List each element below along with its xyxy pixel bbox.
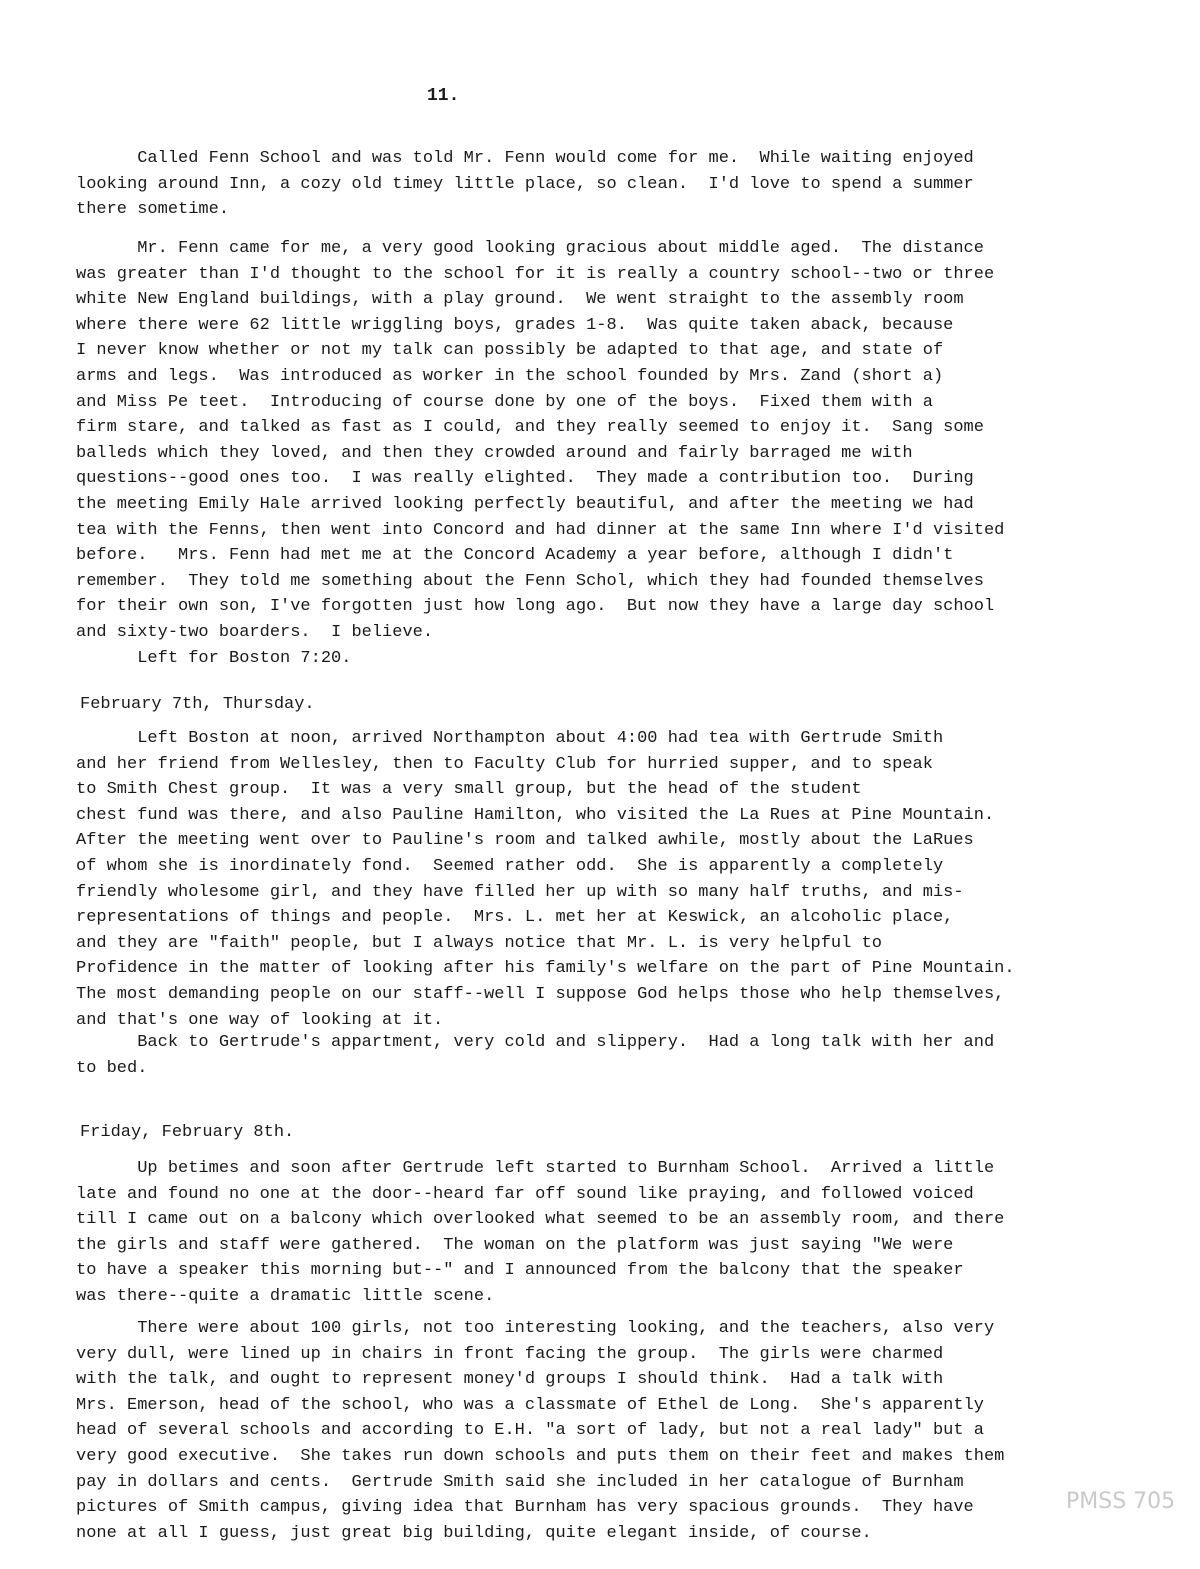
- text-line: till I came out on a balcony which overlooked what seemed to be an assembly room, and there: [76, 1210, 1005, 1230]
- text-line: representations of things and people. Mrs. L. met her at Keswick, an alcoholic place,: [76, 908, 954, 928]
- paragraph-burnham-arrival: [76, 1156, 1166, 1310]
- text-line: chest fund was there, and also Pauline Hamilton, who visited the La Rues at Pine Mountain.: [76, 805, 995, 825]
- text-line: Up betimes and soon after Gertrude left started to Burnham School. Arrived a little: [76, 1159, 995, 1178]
- text-line: After the meeting went over to Pauline's room and talked awhile, mostly about the LaRues: [76, 831, 974, 851]
- paragraph-fenn-school-call: [76, 146, 1166, 223]
- text-line: and they are "faith" people, but I always notice that Mr. L. is very helpful to: [76, 933, 882, 953]
- text-line: Friday, February 8th.: [80, 1123, 295, 1142]
- text-line: pay in dollars and cents. Gertrude Smith said she included in her catalogue of Burnham: [76, 1472, 964, 1492]
- text-line: and sixty-two boarders. I believe.: [76, 622, 434, 642]
- text-line: Called Fenn School and was told Mr. Fenn would come for me. While waiting enjoyed: [76, 149, 974, 168]
- paragraph-burnham-girls: [76, 1316, 1166, 1546]
- text-line: February 7th, Thursday.: [80, 695, 315, 714]
- text-line: I never know whether or not my talk can possibly be adapted to that age, and state of: [76, 341, 944, 361]
- text-line: head of several schools and according to E.H. "a sort of lady, but not a real lady" but a: [76, 1421, 984, 1441]
- text-line: the girls and staff were gathered. The woman on the platform was just saying "We were: [76, 1235, 954, 1255]
- page-number: 11.: [427, 86, 460, 106]
- text-line: the meeting Emily Hale arrived looking perfectly beautiful, and after the meeting we had: [76, 494, 974, 514]
- text-line: Left Boston at noon, arrived Northampton about 4:00 had tea with Gertrude Smith: [76, 729, 944, 748]
- text-line: there sometime.: [76, 200, 230, 220]
- text-line: Left for Boston 7:20.: [76, 649, 352, 668]
- archive-watermark: PMSS 705: [1066, 1489, 1176, 1514]
- date-heading-february-8: [80, 1120, 294, 1146]
- text-line: was there--quite a dramatic little scene.: [76, 1286, 495, 1306]
- text-line: for their own son, I've forgotten just how long ago. But now they have a large day school: [76, 597, 995, 617]
- date-heading-february-7: [80, 692, 315, 718]
- text-line: and Miss Pe teet. Introducing of course done by one of the boys. Fixed them with a: [76, 392, 933, 412]
- text-line: arms and legs. Was introduced as worker in the school founded by Mrs. Zand (short a): [76, 366, 944, 386]
- text-line: was greater than I'd thought to the school for it is really a country school--two or three: [76, 264, 995, 284]
- text-line: The most demanding people on our staff--well I suppose God helps those who help themselves,: [76, 984, 1005, 1004]
- text-line: very dull, were lined up in chairs in front facing the group. The girls were charmed: [76, 1344, 944, 1364]
- text-line: tea with the Fenns, then went into Concord and had dinner at the same Inn where I'd visited: [76, 520, 1005, 540]
- text-line: with the talk, and ought to represent money'd groups I should think. Had a talk with: [76, 1370, 944, 1390]
- text-line: where there were 62 little wriggling boys, grades 1-8. Was quite taken aback, because: [76, 315, 954, 335]
- text-line: balleds which they loved, and then they crowded around and fairly barraged me with: [76, 443, 913, 463]
- text-line: to Smith Chest group. It was a very small group, but the head of the student: [76, 780, 862, 800]
- text-line: very good executive. She takes run down schools and puts them on their feet and makes them: [76, 1446, 1005, 1466]
- text-line: looking around Inn, a cozy old timey little place, so clean. I'd love to spend a summer: [76, 174, 974, 194]
- paragraph-fenn-school-visit: [76, 236, 1166, 646]
- text-line: There were about 100 girls, not too interesting looking, and the teachers, also very: [76, 1319, 995, 1338]
- text-line: to have a speaker this morning but--" and I announced from the balcony that the speaker: [76, 1261, 964, 1281]
- text-line: Mr. Fenn came for me, a very good looking gracious about middle aged. The distance: [76, 239, 984, 258]
- text-line: none at all I guess, just great big building, quite elegant inside, of course.: [76, 1523, 872, 1543]
- text-line: before. Mrs. Fenn had met me at the Concord Academy a year before, although I didn't: [76, 546, 954, 566]
- text-line: Back to Gertrude's appartment, very cold and slippery. Had a long talk with her and: [76, 1033, 995, 1052]
- text-line: remember. They told me something about the Fenn Schol, which they had founded themselves: [76, 571, 984, 591]
- text-line: and her friend from Wellesley, then to Faculty Club for hurried supper, and to speak: [76, 754, 933, 774]
- text-line: Profidence in the matter of looking after his family's welfare on the part of Pine Mountain.: [76, 959, 1015, 979]
- text-line: friendly wholesome girl, and they have filled her up with so many half truths, and mis-: [76, 882, 964, 902]
- text-line: white New England buildings, with a play ground. We went straight to the assembly room: [76, 290, 964, 310]
- text-line: to bed.: [76, 1058, 148, 1078]
- paragraph-back-to-gertrude: [76, 1030, 1166, 1081]
- text-line: questions--good ones too. I was really elighted. They made a contribution too. During: [76, 469, 974, 489]
- text-line: firm stare, and talked as fast as I could, and they really seemed to enjoy it. Sang some: [76, 418, 984, 438]
- text-line: of whom she is inordinately fond. Seemed rather odd. She is apparently a completely: [76, 856, 944, 876]
- text-line: and that's one way of looking at it.: [76, 1010, 444, 1030]
- text-line: pictures of Smith campus, giving idea that Burnham has very spacious grounds. They have: [76, 1498, 974, 1518]
- text-line: late and found no one at the door--heard far off sound like praying, and followed voiced: [76, 1184, 974, 1204]
- paragraph-left-for-boston: [76, 646, 1166, 672]
- paragraph-northampton: [76, 726, 1166, 1033]
- text-line: Mrs. Emerson, head of the school, who was a classmate of Ethel de Long. She's apparently: [76, 1395, 984, 1415]
